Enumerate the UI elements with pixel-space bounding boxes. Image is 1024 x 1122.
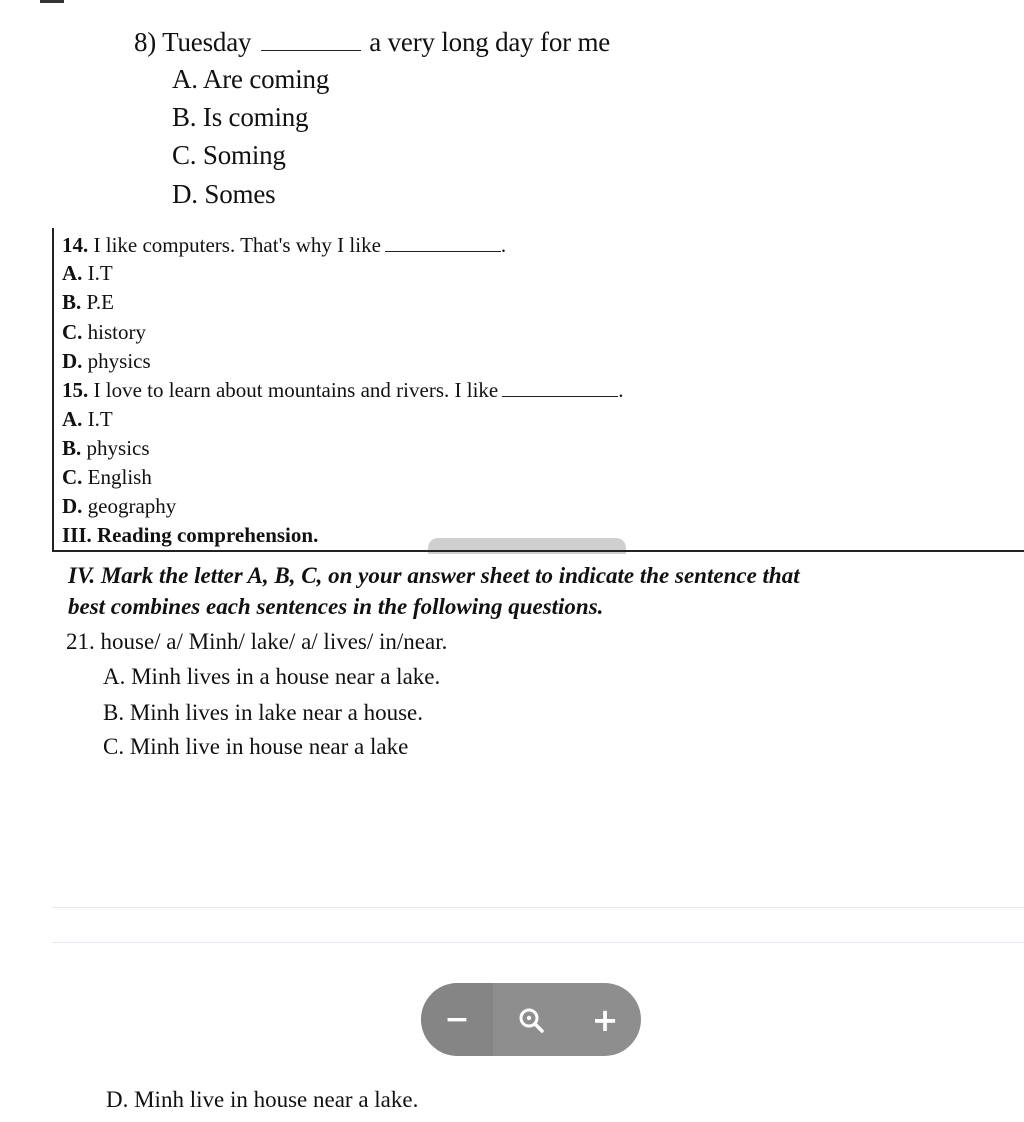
question-8-text-after: a very long day for me — [369, 27, 611, 57]
answer-blank — [502, 396, 618, 397]
question-15-stem — [62, 378, 623, 403]
question-15-option-c: C. English — [62, 465, 152, 489]
question-15-text-after: . — [618, 378, 624, 402]
section-iv-instruction-line-2: best combines each sentences in the following questions. — [68, 594, 604, 619]
left-border-line — [52, 228, 54, 550]
question-14-number: 14. — [62, 233, 89, 257]
section-divider — [52, 550, 1024, 552]
zoom-in-button[interactable] — [569, 983, 641, 1056]
question-8-option-c: C. Soming — [172, 140, 286, 170]
zoom-reset-button[interactable] — [497, 983, 565, 1056]
question-14-option-c: C. history — [62, 320, 147, 344]
question-8-number: 8) — [134, 27, 157, 57]
question-14-option-d: D. physics — [62, 349, 151, 373]
top-edge-mark — [40, 0, 64, 3]
section-iv-instruction-line-1: IV. Mark the letter A, B, C, on your answer sheet to indicate the sentence that — [68, 563, 800, 588]
question-14-text-before: I like computers. That's why I like — [93, 233, 381, 257]
question-21-option-a: A. Minh lives in a house near a lake. — [103, 664, 441, 689]
question-15-option-d: D. geography — [62, 494, 177, 518]
question-14-option-a: A. I.T — [62, 261, 113, 285]
question-21-option-b: B. Minh lives in lake near a house. — [103, 700, 424, 725]
faint-rule — [52, 942, 1024, 943]
question-15-text-before: I love to learn about mountains and rivers. I like — [93, 378, 499, 402]
zoom-control — [421, 983, 641, 1056]
question-8-option-a: A. Are coming — [172, 64, 330, 94]
question-8-option-d: D. Somes — [172, 179, 276, 209]
answer-blank — [385, 251, 501, 252]
question-21-prompt: 21. house/ a/ Minh/ lake/ a/ lives/ in/near. — [66, 629, 448, 654]
question-15-option-b: B. physics — [62, 436, 150, 460]
plus-icon: + — [591, 1000, 619, 1039]
question-14-text-after: . — [500, 233, 507, 257]
question-14-stem — [62, 233, 506, 258]
faint-rule — [52, 907, 1024, 908]
question-8-stem — [134, 27, 610, 58]
answer-blank — [261, 50, 361, 51]
question-21-option-c: C. Minh live in house near a lake — [103, 734, 409, 759]
question-8-option-b: B. Is coming — [172, 102, 309, 132]
question-8-text-before: Tuesday — [162, 27, 252, 57]
zoom-out-button[interactable] — [421, 983, 493, 1056]
zoom-magnifier-icon — [517, 1006, 545, 1034]
minus-icon: − — [444, 1001, 470, 1037]
question-21-option-d: D. Minh live in house near a lake. — [106, 1087, 419, 1112]
section-iii-heading: III. Reading comprehension. — [62, 523, 319, 547]
question-14-option-b: B. P.E — [62, 290, 114, 314]
question-15-option-a: A. I.T — [62, 407, 113, 431]
question-15-number: 15. — [62, 378, 89, 402]
